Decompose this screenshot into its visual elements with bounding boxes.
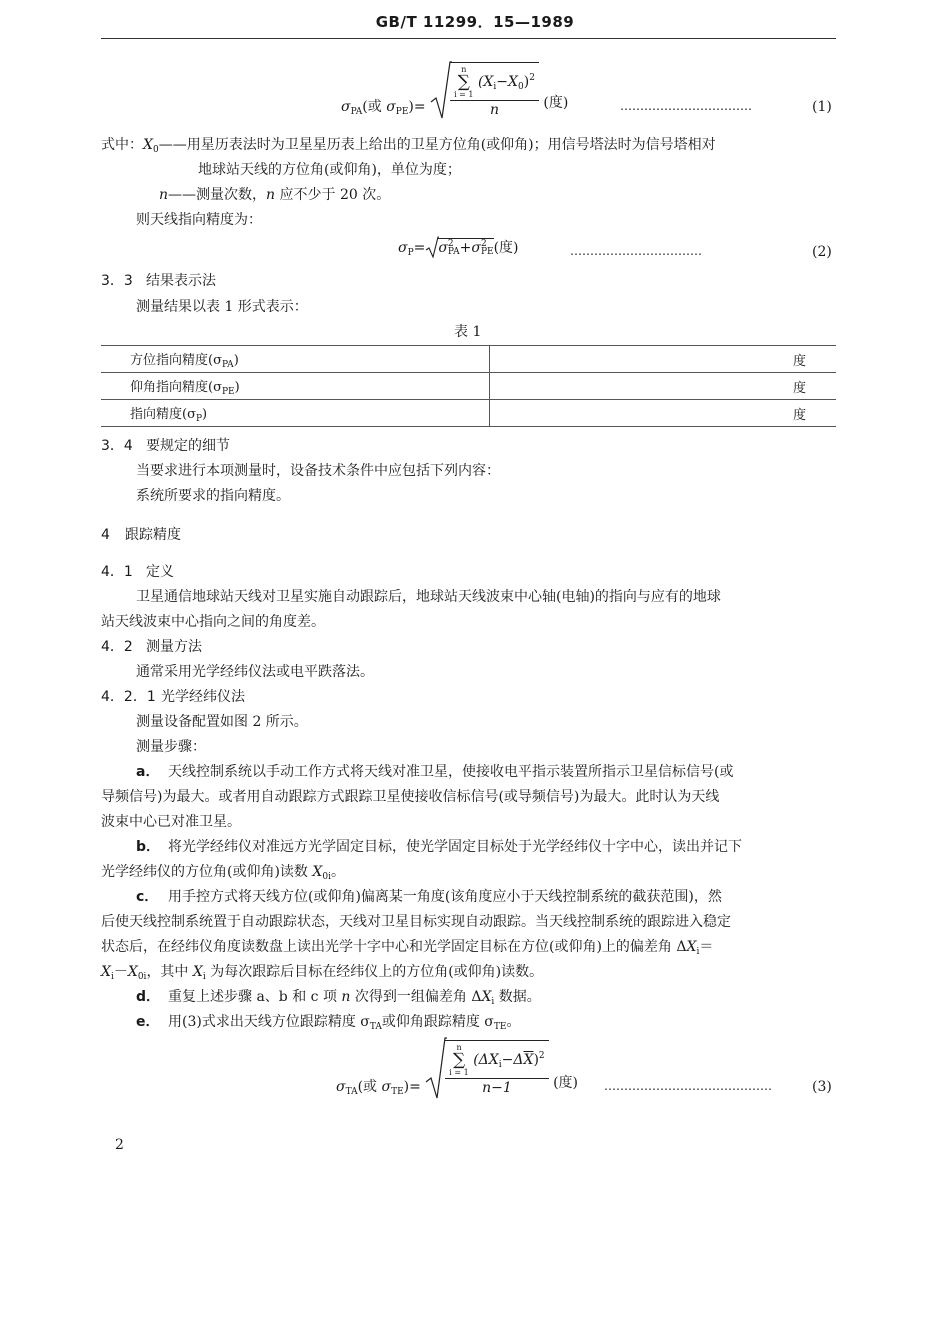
step-a-line-2: 导频信号)为最大。或者用自动跟踪方式跟踪卫星使接收信标信号(或导频信号)为最大。此时认为天线 [101, 789, 720, 805]
section-4-heading: 4 跟踪精度 [101, 527, 181, 543]
section-4-2-1-line-1: 测量设备配置如图 2 所示。 [136, 714, 308, 730]
equation-1: $\sigma_{PA}$(或 $\sigma_{PE})=$ n ∑ i = 1 $(X_i-X_0)^2$ n (度) [341, 60, 568, 120]
section-4-2-1-heading: 4．2．1 光学经纬仪法 [101, 689, 245, 705]
equation-2: $\sigma_P= \sigma$ 2 PA +σ 2 PE (度) [398, 236, 519, 258]
table-row [101, 400, 836, 427]
radical-sign-icon [425, 1036, 447, 1102]
page-number: 2 [115, 1137, 124, 1153]
section-3-3-body: 测量结果以表 1 形式表示： [136, 299, 308, 315]
table-row [101, 346, 836, 373]
section-4-1-heading: 4．1 定义 [101, 564, 174, 580]
equation-1-leader: …………………………… [620, 99, 752, 113]
table-row [101, 373, 836, 400]
equation-3: $\sigma_{TA}$(或 $\sigma_{TE})=$ n ∑ i = 1 $(\Delta X_i-\Delta\overline{X})^2$ n−1 (度) [336, 1036, 578, 1102]
equation-2-leader: …………………………… [570, 244, 702, 258]
equation-2-number: (2) [812, 244, 832, 260]
table-cell-label: 指向精度$(\sigma_P)$ [101, 400, 490, 427]
step-c-line-4: $X_i-X_{0i}$，其中 $X_i$ 为每次跟踪后目标在经纬仪上的方位角(或仰角)读数。 [101, 964, 544, 982]
step-c-line-2: 后使天线控制系统置于自动跟踪状态，天线对卫星目标实现自动跟踪。当天线控制系统的跟踪进入稳定 [101, 914, 731, 930]
step-d: d． 重复上述步骤 a、b 和 c 项 n 次得到一组偏差角 $\Delta X_i$ 数据。 [136, 989, 541, 1007]
section-3-4-line-2: 系统所要求的指向精度。 [136, 488, 290, 504]
section-4-1-line-2: 站天线波束中心指向之间的角度差。 [101, 614, 325, 630]
step-c-line-3: 状态后，在经纬仪角度读数盘上读出光学十字中心和光学固定目标在方位(或仰角)上的偏差角 $\Delta X_i=$ [101, 939, 714, 957]
section-3-4-line-1: 当要求进行本项测量时，设备技术条件中应包括下列内容： [136, 463, 500, 479]
definition-n: n——测量次数，n 应不少于 20 次。 [159, 187, 391, 203]
equation-3-leader: …………………………………… [604, 1079, 772, 1093]
section-4-2-1-line-2: 测量步骤： [136, 739, 206, 755]
section-4-2-body: 通常采用光学经纬仪法或电平跌落法。 [136, 664, 374, 680]
standard-code-header: GB/T 11299．15—1989 [375, 13, 575, 31]
equation-3-number: (3) [812, 1079, 832, 1095]
section-4-1-line-1: 卫星通信地球站天线对卫星实施自动跟踪后，地球站天线波束中心轴(电轴)的指向与应有的地球 [136, 589, 721, 605]
table-cell-label: 仰角指向精度$(\sigma_{PE})$ [101, 373, 490, 400]
paragraph-then: 则天线指向精度为： [136, 212, 262, 228]
header-rule [101, 38, 836, 39]
radical-sign-icon [430, 60, 452, 122]
table-1 [101, 345, 836, 427]
section-4-2-heading: 4．2 测量方法 [101, 639, 202, 655]
section-3-4-heading: 3．4 要规定的细节 [101, 438, 230, 454]
table-cell-unit: 度 [490, 373, 837, 400]
equation-1-number: (1) [812, 99, 832, 115]
table-1-caption: 表 1 [454, 324, 482, 340]
table-cell-label: 方位指向精度$(\sigma_{PA})$ [101, 346, 490, 373]
step-b-line-2: 光学经纬仪的方位角(或仰角)读数 $X_{0i}$。 [101, 864, 345, 882]
table-cell-unit: 度 [490, 400, 837, 427]
table-cell-unit: 度 [490, 346, 837, 373]
step-e: e． 用(3)式求出天线方位跟踪精度 $\sigma_{TA}$或仰角跟踪精度 $\sigma_{TE}$。 [136, 1014, 521, 1032]
definition-x0-line-2: 地球站天线的方位角(或仰角)，单位为度； [198, 162, 461, 178]
step-a-line-1: a． 天线控制系统以手动工作方式将天线对准卫星，使接收电平指示装置所指示卫星信标信号(或 [136, 764, 734, 780]
step-b-line-1: b． 将光学经纬仪对准远方光学固定目标，使光学固定目标处于光学经纬仪十字中心，读出并记下 [136, 839, 742, 855]
step-a-line-3: 波束中心已对准卫星。 [101, 814, 241, 830]
section-3-3-heading: 3．3 结果表示法 [101, 273, 216, 289]
step-c-line-1: c． 用手控方式将天线方位(或仰角)偏离某一角度(该角度应小于天线控制系统的截获范围)，然 [136, 889, 722, 905]
definition-x0-line-1: 式中：$X_0——$用星历表法时为卫星星历表上给出的卫星方位角(或仰角)；用信号塔法时为信号塔相对 [101, 137, 716, 155]
